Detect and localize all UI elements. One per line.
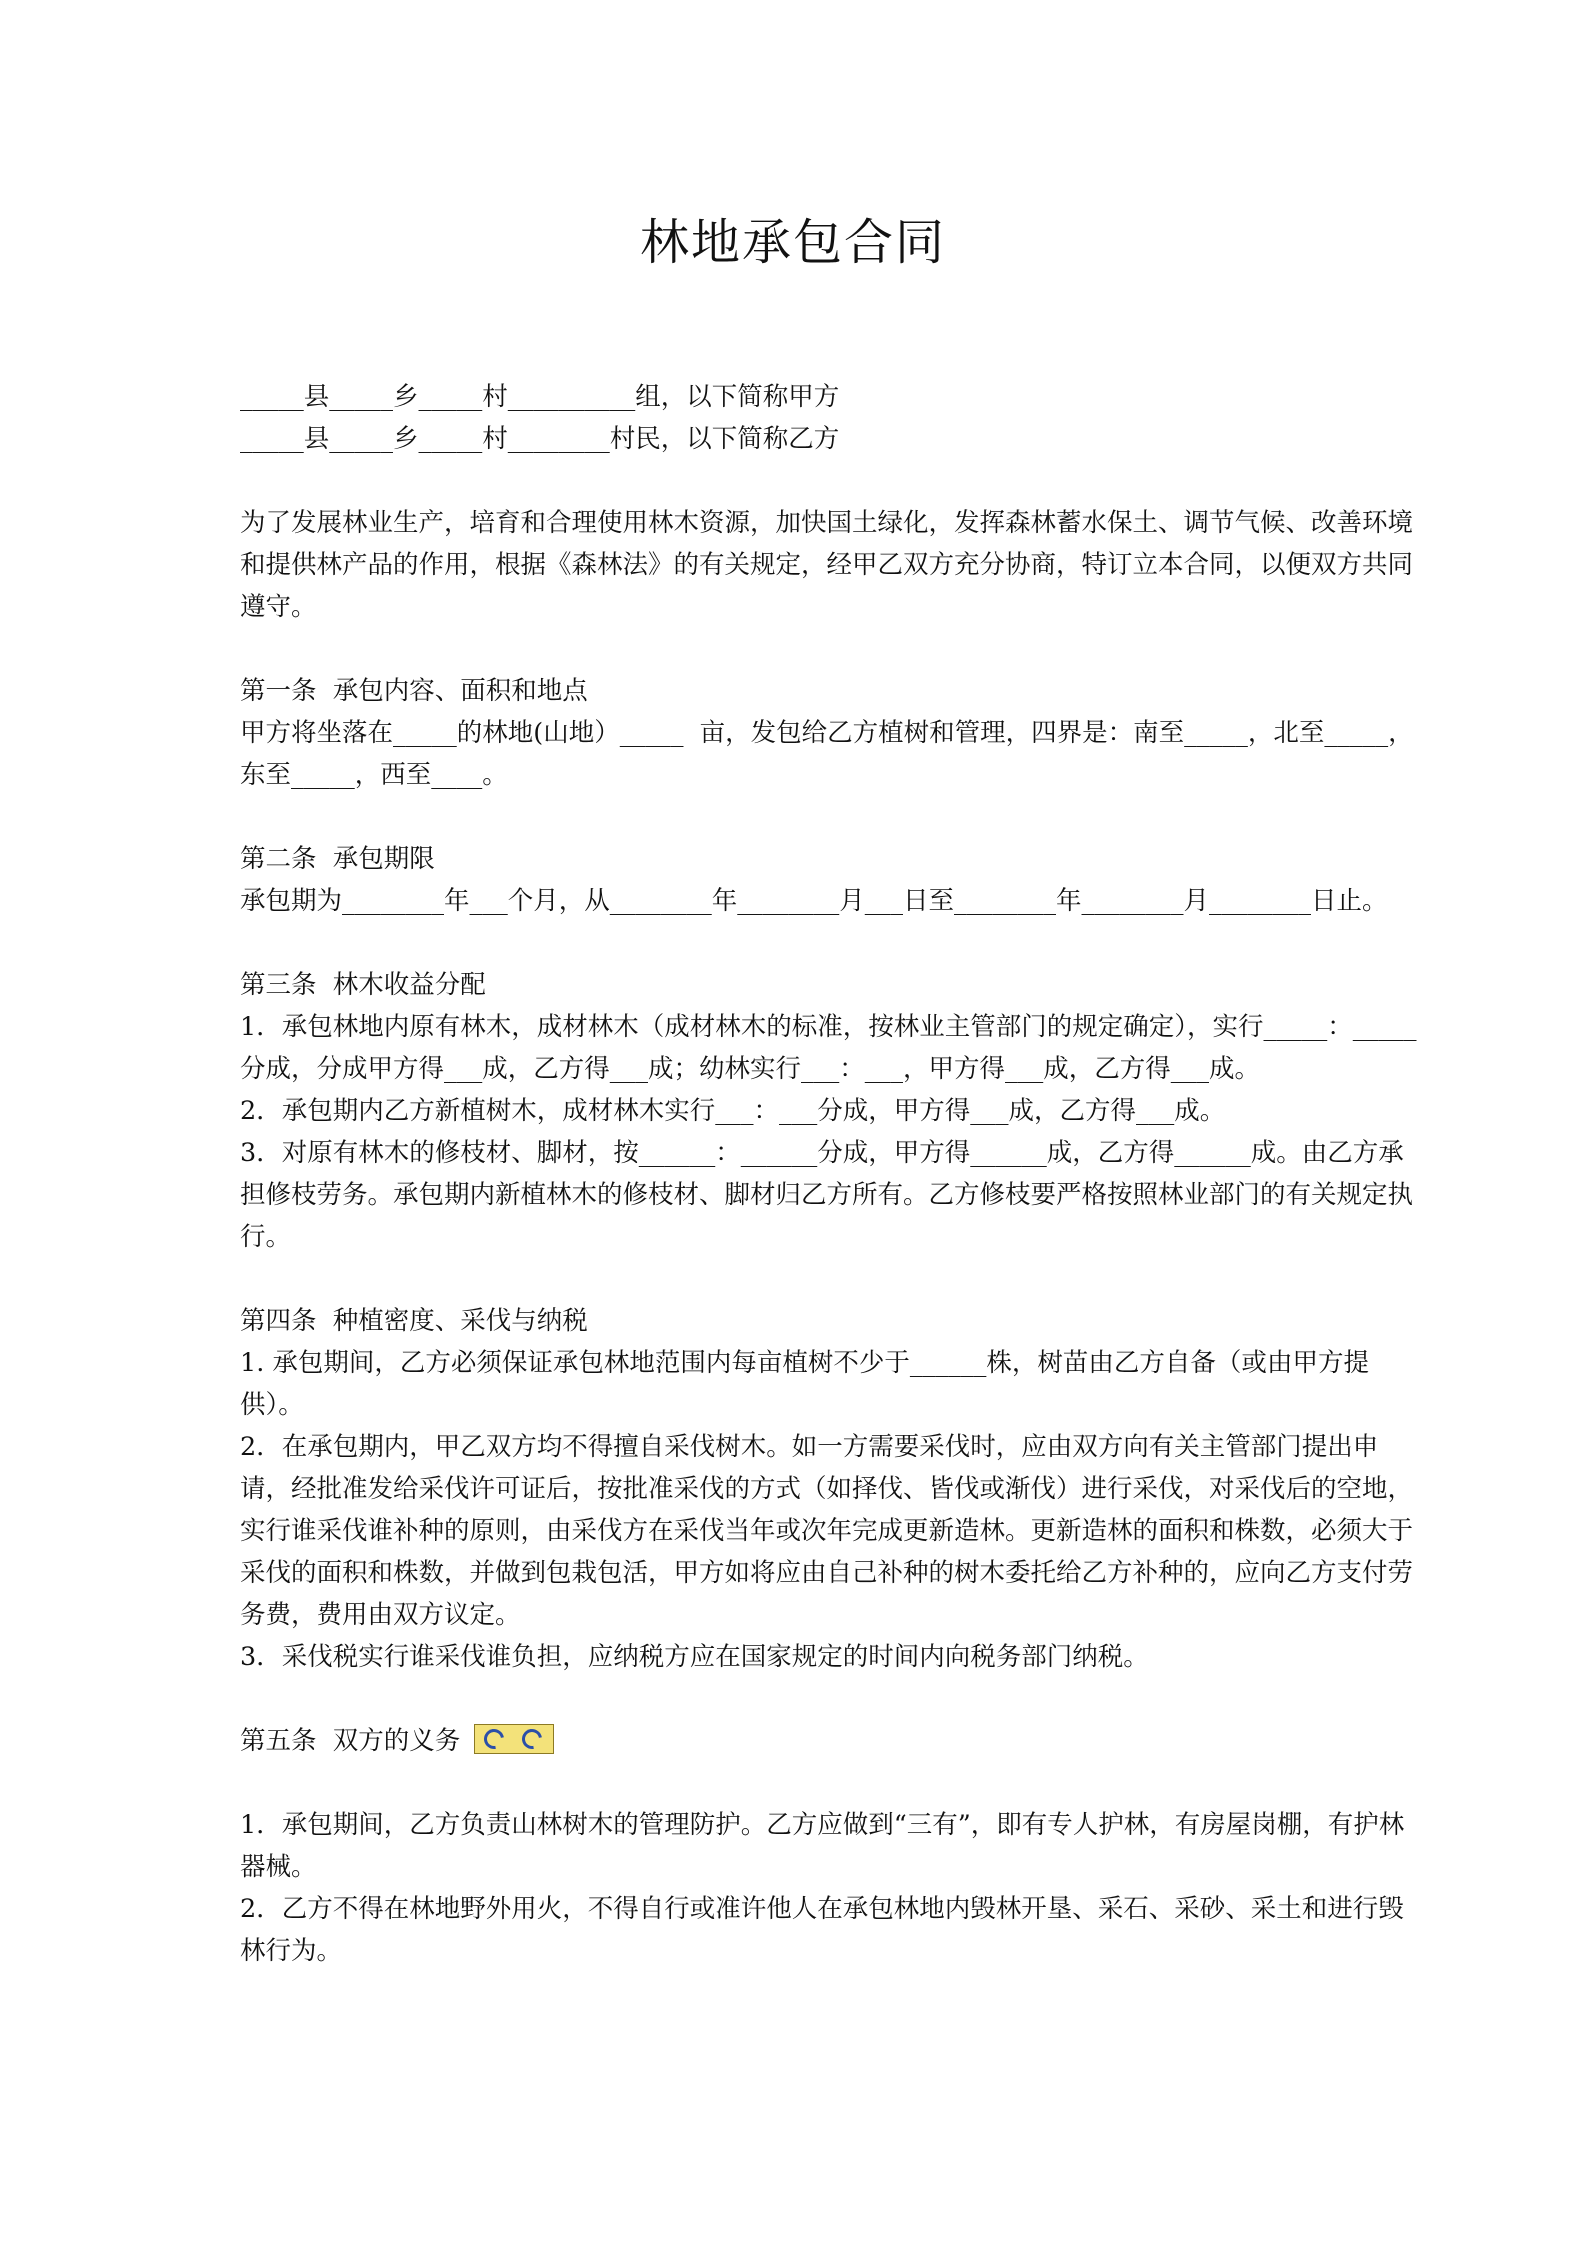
- link-icon[interactable]: [518, 1725, 546, 1753]
- document-title: 林地承包合同: [639, 214, 946, 271]
- link-icon-pair[interactable]: [474, 1724, 554, 1754]
- article5-heading-row: [240, 1720, 1420, 1762]
- article5-item1: 1．承包期间，乙方负责山林树木的管理防护。乙方应做到“三有”，即有专人护林，有房屋岗棚，有护林器械。: [240, 1810, 1405, 1882]
- article5-heading: 第五条 双方的义务: [240, 1726, 461, 1756]
- article4-item2: 2．在承包期内，甲乙双方均不得擅自采伐树木。如一方需要采伐时，应由双方向有关主管部门提出申请，经批准发给采伐许可证后，按批准采伐的方式（如择伐、皆伐或渐伐）进行采伐，对采伐后的空地，实行谁采伐谁补种的原则，由采伐方在采伐当年或次年完成更新造林。更新造林的面积和株数，必须大于采伐的面积和株数，并做到包栽包活，甲方如将应由自己补种的树木委托给乙方补种的，应向乙方支付劳务费，费用由双方议定。: [240, 1432, 1414, 1630]
- article3-item3: 3．对原有林木的修枝材、脚材，按______：______分成，甲方得______成，乙方得______成。由乙方承担修枝劳务。承包期内新植林木的修枝材、脚材归乙方所有。乙方修枝要严格按照林业部门的有关规定执行。: [240, 1138, 1414, 1252]
- article1-text: 甲方将坐落在_____的林地(山地）_____ 亩，发包给乙方植树和管理，四界是：南至_____，北至_____，东至_____，西至____。: [240, 718, 1414, 790]
- preamble-paragraph: 为了发展林业生产，培育和合理使用林木资源，加快国土绿化，发挥森林蓄水保土、调节气候、改善环境和提供林产品的作用，根据《森林法》的有关规定，经甲乙双方充分协商，特订立本合同，以便双方共同遵守。: [240, 508, 1414, 622]
- contract-body: [240, 376, 1420, 1972]
- article2-heading: 第二条 承包期限: [240, 844, 435, 874]
- article5-item2: 2．乙方不得在林地野外用火，不得自行或准许他人在承包林地内毁林开垦、采石、采砂、采土和进行毁林行为。: [240, 1894, 1404, 1966]
- spacer: [240, 1762, 1420, 1804]
- article4-item3: 3．采伐税实行谁采伐谁负担，应纳税方应在国家规定的时间内向税务部门纳税。: [240, 1642, 1149, 1672]
- article4-item1: 1. 承包期间，乙方必须保证承包林地范围内每亩植树不少于______株，树苗由乙方自备（或由甲方提供）。: [240, 1348, 1369, 1420]
- spacer: [240, 628, 1420, 670]
- spacer: [240, 796, 1420, 838]
- spacer: [240, 1258, 1420, 1300]
- spacer: [240, 460, 1420, 502]
- party-b-line: _____县_____乡_____村________村民，以下简称乙方: [240, 424, 840, 454]
- article3-item2: 2．承包期内乙方新植树木，成材林木实行___：___分成，甲方得___成，乙方得___成。: [240, 1096, 1226, 1126]
- spacer: [240, 1678, 1420, 1720]
- spacer: [240, 922, 1420, 964]
- article4-heading: 第四条 种植密度、采伐与纳税: [240, 1306, 588, 1336]
- article3-item1: 1．承包林地内原有林木，成材林木（成材林木的标准，按林业主管部门的规定确定），实行_____：_____分成，分成甲方得___成，乙方得___成；幼林实行___：___，甲方得___成，乙方得___成。: [240, 1012, 1417, 1084]
- link-icon[interactable]: [480, 1725, 508, 1753]
- article3-heading: 第三条 林木收益分配: [240, 970, 486, 1000]
- article1-heading: 第一条 承包内容、面积和地点: [240, 676, 588, 706]
- party-a-line: _____县_____乡_____村__________组，以下简称甲方: [240, 382, 840, 412]
- article2-text: 承包期为________年___个月，从________年________月___日至________年________月________日止。: [240, 886, 1388, 916]
